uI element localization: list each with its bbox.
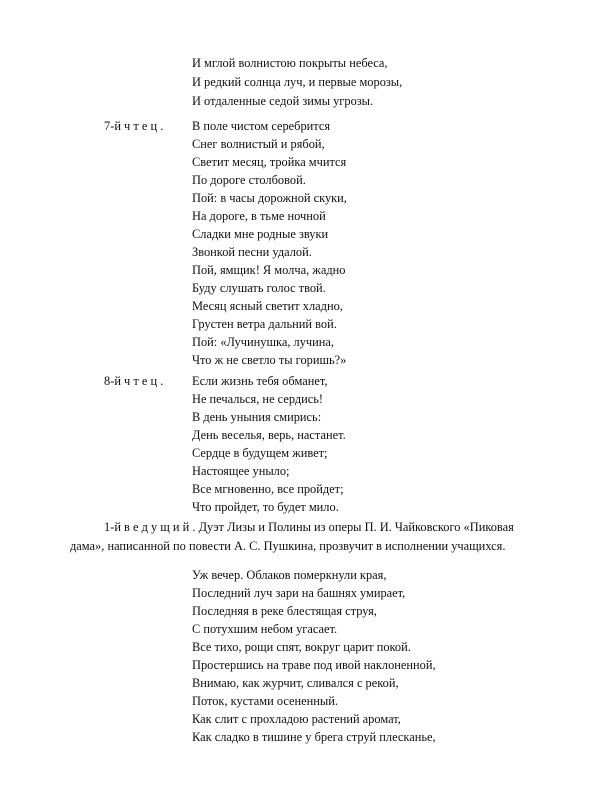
poem-line: Что ж не светло ты горишь?» [192, 353, 347, 367]
poem-line: И отдаленные седой зимы угрозы. [192, 94, 374, 108]
poem-line: Последняя в реке блестящая струя, [192, 604, 377, 618]
poem-line: С потухшим небом угасает. [192, 622, 338, 636]
poem-line: Буду слушать голос твой. [192, 281, 326, 295]
host-1-line-2: дама», написанной по повести А. С. Пушкина, прозвучит в исполнении учащихся. [70, 539, 506, 553]
poem-line: Звонкой песни удалой. [192, 245, 312, 259]
poem-line: Не печалься, не сердись! [192, 392, 324, 406]
poem-line: В день уныния смирись: [192, 410, 322, 424]
poem-line: Простершись на траве под ивой наклоненной, [192, 658, 436, 672]
host-1-line-1 [104, 518, 514, 536]
poem-line: Поток, кустами осененный. [192, 694, 338, 708]
poem-line: День веселья, верь, настанет. [192, 428, 346, 442]
host-1-text: Дуэт Лизы и Полины из оперы П. И. Чайковского «Пиковая [198, 520, 514, 534]
poem-line: Последний луч зари на башнях умирает, [192, 586, 406, 600]
poem-line: Светит месяц, тройка мчится [192, 155, 347, 169]
reader-7-label: 7-й ч т е ц . [104, 119, 164, 133]
poem-line: И редкий солнца луч, и первые морозы, [192, 75, 403, 89]
poem-line: В поле чистом серебрится [192, 119, 331, 133]
poem-line: Пой, ямщик! Я молча, жадно [192, 263, 346, 277]
poem-line: Все мгновенно, все пройдет; [192, 482, 344, 496]
poem-line: По дороге столбовой. [192, 173, 306, 187]
poem-line: На дороге, в тьме ночной [192, 209, 326, 223]
poem-line: Сердце в будущем живет; [192, 446, 328, 460]
reader-8-label: 8-й ч т е ц . [104, 374, 164, 388]
poem-line: Снег волнистый и рябой, [192, 137, 325, 151]
poem-line: Если жизнь тебя обманет, [192, 374, 328, 388]
poem-line: Все тихо, рощи спят, вокруг царит покой. [192, 640, 411, 654]
poem-line: Уж вечер. Облаков померкнули края, [192, 568, 387, 582]
poem-line: Пой: «Лучинушка, лучина, [192, 335, 335, 349]
poem-line: Как слит с прохладою растений аромат, [192, 712, 401, 726]
poem-line: Что пройдет, то будет мило. [192, 500, 339, 514]
poem-line: Настоящее уныло; [192, 464, 290, 478]
poem-line: Грустен ветра дальний вой. [192, 317, 337, 331]
host-1-label: 1-й в е д у щ и й . [104, 520, 196, 534]
poem-line: Месяц ясный светит хладно, [192, 299, 343, 313]
poem-line: Внимаю, как журчит, сливался с рекой, [192, 676, 399, 690]
poem-line: Сладки мне родные звуки [192, 227, 329, 241]
poem-line: Пой: в часы дорожной скуки, [192, 191, 347, 205]
poem-line: И мглой волнистою покрыты небеса, [192, 56, 388, 70]
poem-line: Как сладко в тишине у брега струй плесканье, [192, 730, 436, 744]
